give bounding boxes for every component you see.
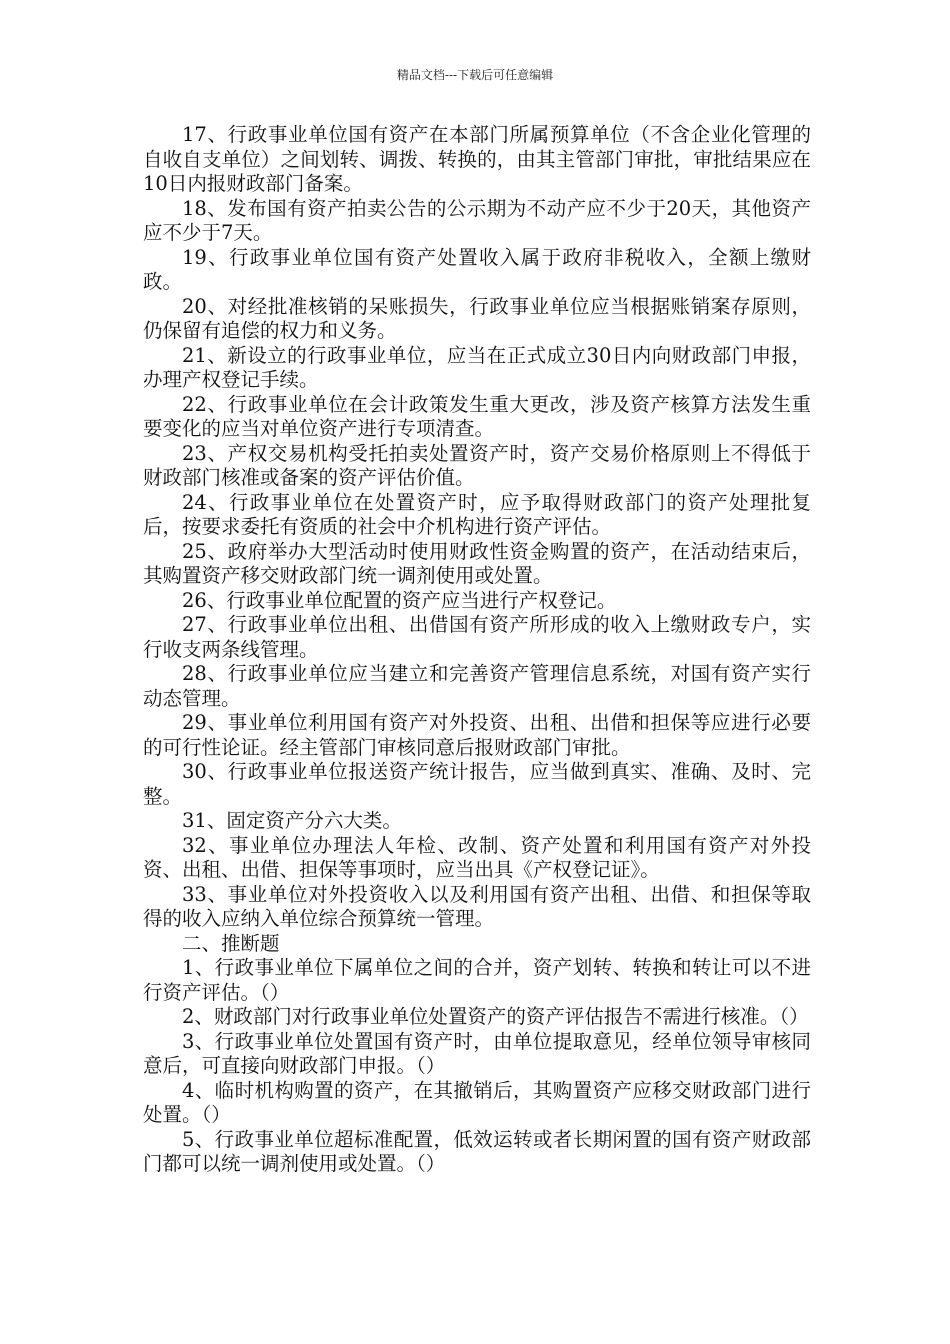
paragraph-30: 30、行政事业单位报送资产统计报告，应当做到真实、准确、及时、完整。 (143, 760, 811, 808)
document-body (143, 123, 811, 1177)
question-3: 3、行政事业单位处置国有资产时，由单位提取意见，经单位领导审核同意后，可直接向财政部门申报。（） (143, 1029, 811, 1077)
paragraph-33: 33、事业单位对外投资收入以及利用国有资产出租、出借、和担保等取得的收入应纳入单位综合预算统一管理。 (143, 882, 811, 930)
paragraph-32: 32、事业单位办理法人年检、改制、资产处置和利用国有资产对外投资、出租、出借、担保等事项时，应当出具《产权登记证》。 (143, 833, 811, 881)
page-header: 精品文档---下载后可任意编辑 (396, 68, 554, 82)
paragraph-23: 23、产权交易机构受托拍卖处置资产时，资产交易价格原则上不得低于财政部门核准或备案的资产评估价值。 (143, 441, 811, 489)
paragraph-29: 29、事业单位利用国有资产对外投资、出租、出借和担保等应进行必要的可行性论证。经主管部门审核同意后报财政部门审批。 (143, 711, 811, 759)
paragraph-22: 22、行政事业单位在会计政策发生重大更改，涉及资产核算方法发生重要变化的应当对单位资产进行专项清查。 (143, 392, 811, 440)
question-5: 5、行政事业单位超标准配置，低效运转或者长期闲置的国有资产财政部门都可以统一调剂使用或处置。（） (143, 1127, 811, 1175)
paragraph-27: 27、行政事业单位出租、出借国有资产所形成的收入上缴财政专户，实行收支两条线管理。 (143, 613, 811, 661)
question-4: 4、临时机构购置的资产，在其撤销后，其购置资产应移交财政部门进行处置。（） (143, 1078, 811, 1126)
paragraph-31: 31、固定资产分六大类。 (182, 809, 402, 832)
paragraph-25: 25、政府举办大型活动时使用财政性资金购置的资产，在活动结束后，其购置资产移交财政部门统一调剂使用或处置。 (143, 539, 811, 587)
paragraph-21: 21、新设立的行政事业单位，应当在正式成立30日内向财政部门申报，办理产权登记手续。 (143, 343, 811, 391)
paragraph-19: 19、行政事业单位国有资产处置收入属于政府非税收入，全额上缴财政。 (143, 245, 811, 293)
paragraph-20: 20、对经批准核销的呆账损失，行政事业单位应当根据账销案存原则，仍保留有追偿的权力和义务。 (143, 294, 811, 342)
paragraph-24: 24、行政事业单位在处置资产时，应予取得财政部门的资产处理批复后，按要求委托有资质的社会中介机构进行资产评估。 (143, 490, 811, 538)
paragraph-26: 26、行政事业单位配置的资产应当进行产权登记。 (182, 588, 617, 612)
paragraph-17: 17、行政事业单位国有资产在本部门所属预算单位（不含企业化管理的自收自支单位）之间划转、调拨、转换的，由其主管部门审批，审批结果应在10日内报财政部门备案。 (143, 123, 811, 195)
question-1: 1、行政事业单位下属单位之间的合并，资产划转、转换和转让可以不进行资产评估。（） (143, 956, 811, 1004)
paragraph-28: 28、行政事业单位应当建立和完善资产管理信息系统，对国有资产实行动态管理。 (143, 662, 811, 710)
question-2: 2、财政部门对行政事业单位处置资产的资产评估报告不需进行核准。（） (182, 1005, 809, 1028)
paragraph-18: 18、发布国有资产拍卖公告的公示期为不动产应不少于20天，其他资产应不少于7天。 (143, 196, 811, 244)
section-heading: 二、推断题 (182, 931, 280, 955)
